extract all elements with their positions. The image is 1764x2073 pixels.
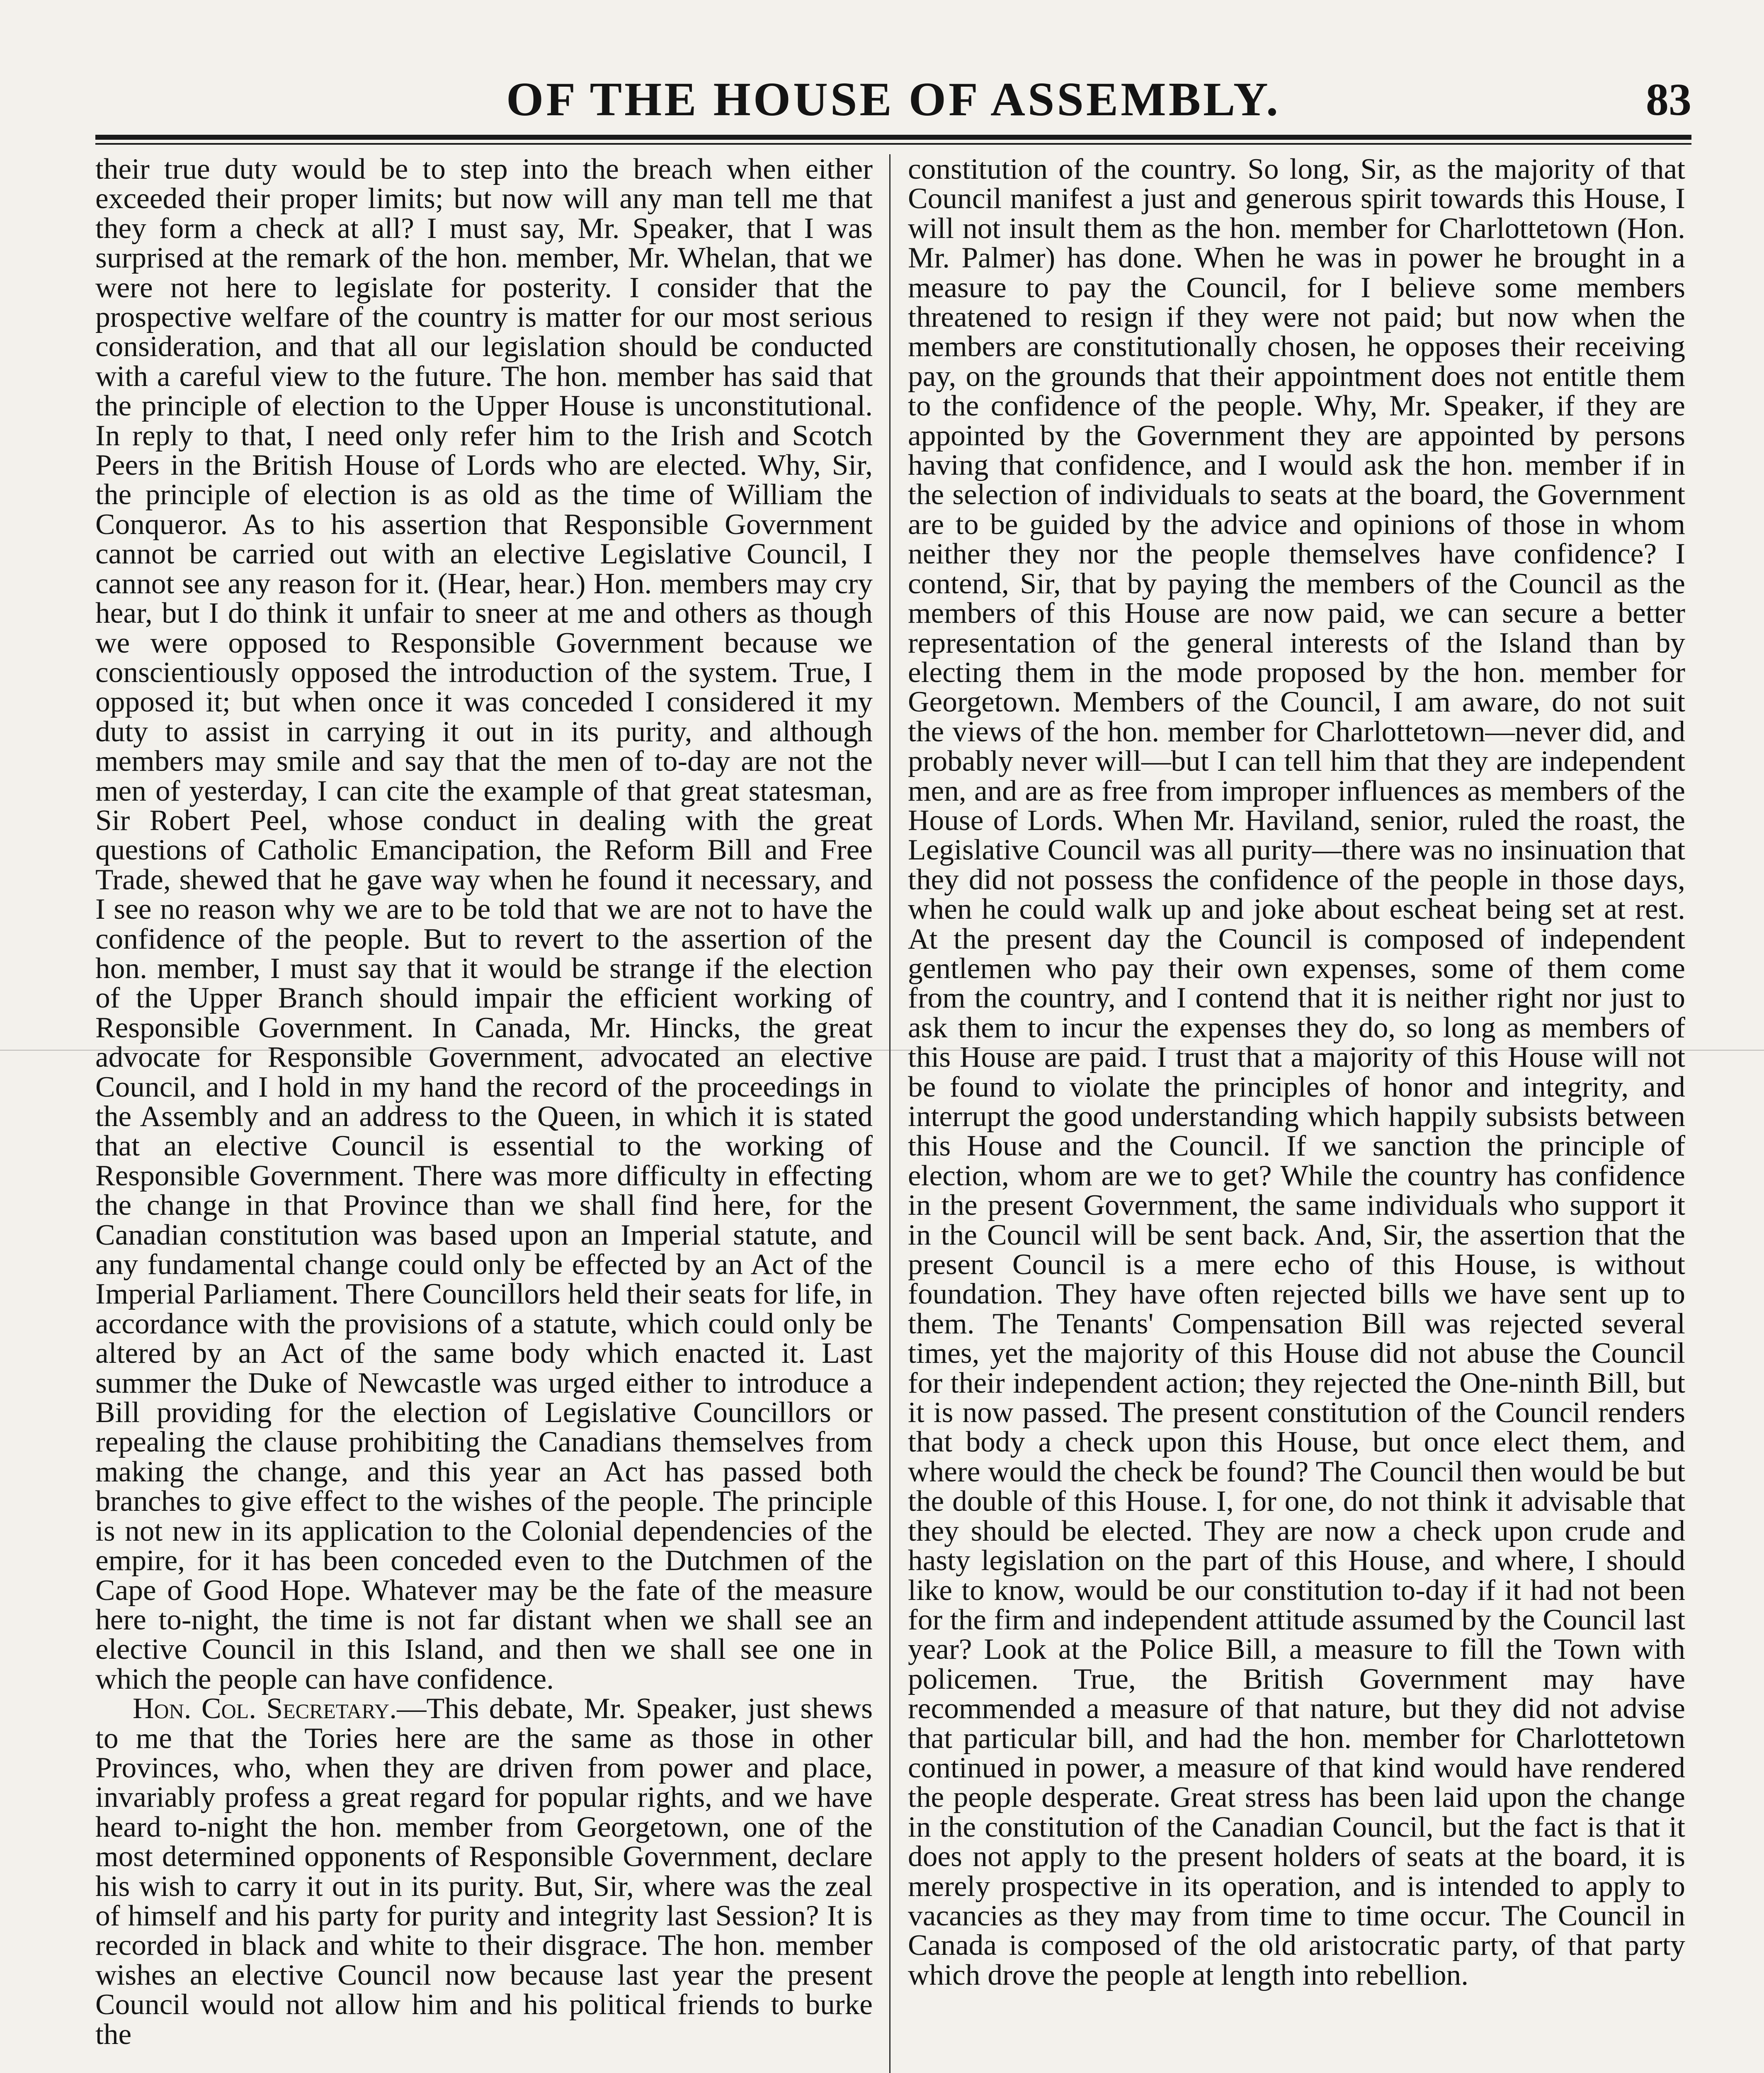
right-column — [908, 154, 1685, 2073]
header-rule-thick — [95, 135, 1691, 140]
paper-fold-line — [0, 1050, 1764, 1051]
left-paragraph-1: their true duty would be to step into the breach when either exceeded their proper limits; but now will any man tell me that they form a check at all? I must say, Mr. Speaker, that I was surprised at the remark of the hon. member, Mr. Whelan, that we were not here to legislate for posterity. I consider that the prospective welfare of the country is matter for our most serious consideration, and that all our legislation should be conducted with a careful view to the future. The hon. member has said that the principle of election to the Upper House is unconstitutional. In reply to that, I need only refer him to the Irish and Scotch Peers in the British House of Lords who are elected. Why, Sir, the principle of election is as old as the time of William the Conqueror. As to his assertion that Responsible Government cannot be carried out with an elective Legislative Council, I cannot see any reason for it. (Hear, hear.) Hon. members may cry hear, but I do think it unfair to sneer at me and others as though we were opposed to Responsible Government because we conscientiously opposed the introduction of the system. True, I opposed it; but when once it was conceded I considered it my duty to assist in carrying it out in its purity, and although members may smile and say that the men of to-day are not the men of yesterday, I can cite the example of that great statesman, Sir Robert Peel, whose conduct in dealing with the great questions of Catholic Emancipation, the Reform Bill and Free Trade, shewed that he gave way when he found it necessary, and I see no reason why we are to be told that we are not to have the confidence of the people. But to revert to the assertion of the hon. member, I must say that it would be strange if the election of the Upper Branch should impair the efficient working of Responsible Government. In Canada, Mr. Hincks, the great advocate for Responsible Government, advocated an elective Council, and I hold in my hand the record of the proceedings in the Assembly and an address to the Queen, in which it is stated that an elective Council is essential to the working of Responsible Government. There was more difficulty in effecting the change in that Province than we shall find here, for the Canadian constitution was based upon an Imperial statute, and any fundamental change could only be effected by an Act of the Imperial Parliament. There Councillors held their seats for life, in accordance with the provisions of a statute, which could only be altered by an Act of the same body which enacted it. Last summer the Duke of Newcastle was urged either to introduce a Bill providing for the election of Legislative Councillors or repealing the clause prohibiting the Canadians themselves from making the change, and this year an Act has passed both branches to give effect to the wishes of the people. The principle is not new in its application to the Colonial dependencies of the empire, for it has been conceded even to the Dutchmen of the Cape of Good Hope. Whatever may be the fate of the measure here to-night, the time is not far distant when we shall see an elective Council in this Island, and then we shall see one in which the people can have confidence. — [95, 154, 873, 1695]
right-paragraph-1: constitution of the country. So long, Sir, as the majority of that Council manifest a just and generous spirit towards this House, I will not insult them as the hon. member for Charlottetown (Hon. Mr. Palmer) has done. When he was in power he brought in a measure to pay the Council, for I believe some members threatened to resign if they were not paid; but now when the members are constitutionally chosen, he opposes their receiving pay, on the grounds that their appointment does not entitle them to the confidence of the people. Why, Mr. Speaker, if they are appointed by the Government they are appointed by persons having that confidence, and I would ask the hon. member if in the selection of individuals to seats at the board, the Government are to be guided by the advice and opinions of those in whom neither they nor the people themselves have confidence? I contend, Sir, that by paying the members of the Council as the members of this House are now paid, we can secure a better representation of the general interests of the Island than by electing them in the mode proposed by the hon. member for Georgetown. Members of the Council, I am aware, do not suit the views of the hon. member for Charlottetown—never did, and probably never will—but I can tell him that they are independent men, and are as free from improper influences as members of the House of Lords. When Mr. Haviland, senior, ruled the roast, the Legislative Council was all purity—there was no insinuation that they did not possess the confidence of the people in those days, when he could walk up and joke about escheat being set at rest. At the present day the Council is composed of independent gentlemen who pay their own expenses, some of them come from the country, and I contend that it is neither right nor just to ask them to incur the expenses they do, so long as members of this House are paid. I trust that a majority of this House will not be found to violate the principles of honor and integrity, and interrupt the good understanding which happily subsists between this House and the Council. If we sanction the principle of election, whom are we to get? While the country has confidence in the present Government, the same individuals who support it in the Council will be sent back. And, Sir, the assertion that the present Council is a mere echo of this House, is without foundation. They have often rejected bills we have sent up to them. The Tenants' Compensation Bill was rejected several times, yet the majority of this House did not abuse the Council for their independent action; they rejected the One-ninth Bill, but it is now passed. The present constitution of the Council renders that body a check upon this House, but once elect them, and where would the check be found? The Council then would be but the double of this House. I, for one, do not think it advisable that they should be elected. They are now a check upon crude and hasty legislation on the part of this House, and where, I should like to know, would be our constitution to-day if it had not been for the firm and independent attitude assumed by the Council last year? Look at the Police Bill, a measure to fill the Town with policemen. True, the British Government may have recommended a measure of that nature, but they did not advise that particular bill, and had the hon. member for Charlottetown continued in power, a measure of that kind would have rendered the people desperate. Great stress has been laid upon the change in the constitution of the Canadian Council, but the fact is that it does not apply to the present holders of seats at the board, it is merely prospective in its operation, and is intended to apply to vacancies as they may from time to time occur. The Council in Canada is composed of the old aristocratic party, of that party which drove the people at length into rebellion. — [908, 154, 1685, 1991]
column-divider — [889, 154, 890, 2073]
speaker-name: Hon. Col. Secretary. — [133, 1692, 397, 1725]
left-paragraph-2 — [95, 1694, 873, 2049]
left-column — [95, 154, 873, 2073]
page-number: 83 — [1646, 74, 1691, 125]
left-paragraph-2-text: —This debate, Mr. Speaker, just shews to me that the Tories here are the same as those in other Provinces, who, when they are driven from power and place, invariably profess a great regard for popular rights, and we have heard to-night the hon. member from Georgetown, one of the most determined opponents of Responsible Government, declare his wish to carry it out in its purity. But, Sir, where was the zeal of himself and his party for purity and integrity last Session? It is recorded in black and white to their disgrace. The hon. member wishes an elective Council now because last year the present Council would not allow him and his political friends to burke the — [95, 1692, 873, 2051]
header-rule-thin — [95, 143, 1691, 145]
running-title: OF THE HOUSE OF ASSEMBLY. — [506, 73, 1281, 126]
page-header — [95, 70, 1691, 129]
